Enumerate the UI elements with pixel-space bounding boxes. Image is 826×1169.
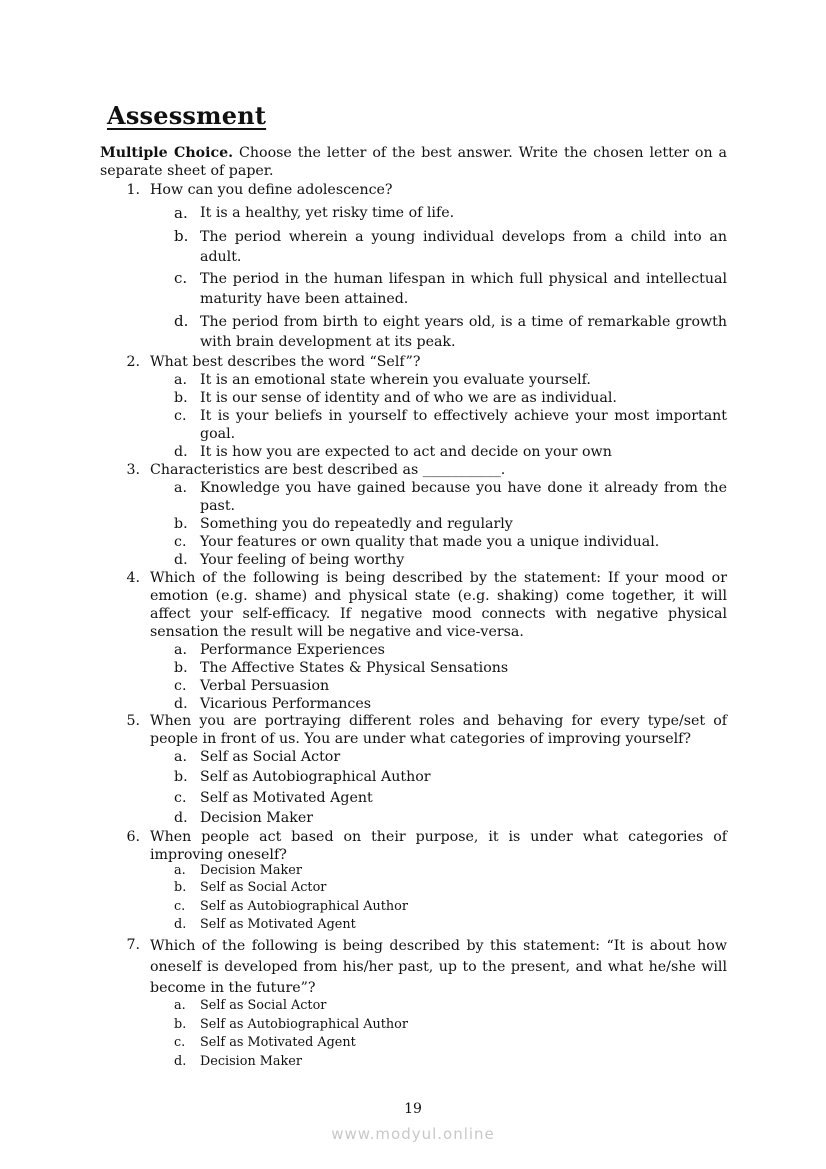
- option-text: It is an emotional state wherein you evaluate yourself.: [200, 372, 591, 388]
- question-number: 7.: [126, 937, 140, 953]
- question-text: Characteristics are best described as ___________.: [150, 462, 506, 478]
- option-text: Decision Maker: [200, 1054, 302, 1069]
- option-letter: a.: [174, 480, 187, 496]
- option-text: The Affective States & Physical Sensations: [200, 660, 509, 676]
- option-letter: a.: [174, 998, 186, 1013]
- watermark: www.modyul.online: [331, 1125, 495, 1143]
- option-letter: c.: [174, 534, 187, 550]
- option-letter: c.: [174, 269, 188, 287]
- option-letter: c.: [174, 899, 186, 914]
- option-letter: a.: [174, 642, 187, 658]
- question-number: 3.: [126, 462, 140, 478]
- option-text: Self as Social Actor: [200, 749, 341, 765]
- option-text: Self as Autobiographical Author: [200, 1017, 408, 1032]
- option-text: Self as Motivated Agent: [200, 1035, 356, 1050]
- option-letter: b.: [174, 227, 189, 245]
- question-number: 4.: [126, 570, 140, 586]
- option-letter: b.: [174, 660, 188, 676]
- page-title: Assessment: [107, 101, 267, 130]
- option-text: Your feeling of being worthy: [200, 552, 405, 568]
- option-text: Self as Autobiographical Author: [200, 769, 431, 785]
- option-text: Verbal Persuasion: [200, 678, 330, 694]
- question-text: Which of the following is being described by this statement: “It is about how oneself is developed from his/her past, up to the present, and what he/she will become in the future”?: [150, 938, 727, 996]
- option-text: The period from birth to eight years old, is a time of remarkable growth with brain development at its peak.: [200, 314, 727, 350]
- option-letter: b.: [174, 769, 188, 785]
- option-text: Your features or own quality that made you a unique individual.: [200, 534, 660, 550]
- option-text: It is how you are expected to act and decide on your own: [200, 444, 612, 460]
- option-letter: d.: [174, 552, 188, 568]
- option-letter: b.: [174, 516, 188, 532]
- option-text: Vicarious Performances: [200, 696, 372, 712]
- option-letter: c.: [174, 790, 187, 806]
- option-letter: a.: [174, 749, 187, 765]
- option-letter: d.: [174, 917, 187, 932]
- option-letter: b.: [174, 1017, 187, 1032]
- question-number: 6.: [126, 829, 140, 845]
- option-text: Knowledge you have gained because you have done it already from the past.: [200, 480, 727, 514]
- question-number: 5.: [126, 713, 140, 729]
- option-letter: c.: [174, 678, 187, 694]
- question-text: How can you define adolescence?: [150, 182, 393, 198]
- option-letter: c.: [174, 1035, 186, 1050]
- question-text: When you are portraying different roles and behaving for every type/set of people in front of us. You are under what categories of improving yourself?: [150, 713, 727, 747]
- option-text: Self as Social Actor: [200, 998, 327, 1013]
- option-letter: c.: [174, 408, 187, 424]
- option-letter: a.: [174, 863, 186, 878]
- question-number: 2.: [126, 354, 140, 370]
- question-number: 1.: [126, 182, 140, 198]
- option-letter: d.: [174, 444, 188, 460]
- option-letter: d.: [174, 312, 189, 330]
- option-text: Self as Motivated Agent: [200, 917, 356, 932]
- option-text: Something you do repeatedly and regularly: [200, 516, 513, 532]
- option-letter: d.: [174, 1054, 187, 1069]
- page-number: 19: [404, 1101, 422, 1117]
- option-text: Decision Maker: [200, 810, 314, 826]
- option-text: It is our sense of identity and of who we are as individual.: [200, 390, 617, 406]
- option-text: It is your beliefs in yourself to effectively achieve your most important goal.: [200, 408, 727, 442]
- option-letter: b.: [174, 880, 187, 895]
- option-text: Decision Maker: [200, 863, 302, 878]
- question-text: What best describes the word “Self”?: [150, 354, 421, 370]
- instructions-lead: Multiple Choice.: [100, 145, 234, 161]
- question-text: Which of the following is being described by the statement: If your mood or emotion (e.g. shame) and physical state (e.g. shaking) come together, it will affect your self-efficacy. If negative mood connects with negative physical sensation the result will be negative and vice-versa.: [150, 570, 727, 640]
- option-text: Self as Motivated Agent: [200, 790, 373, 806]
- option-letter: d.: [174, 810, 188, 826]
- option-letter: a.: [174, 372, 187, 388]
- option-text: It is a healthy, yet risky time of life.: [200, 205, 455, 221]
- option-text: The period wherein a young individual develops from a child into an adult.: [200, 229, 727, 265]
- instructions-text: Choose the letter of the best answer. Write the chosen letter on a separate sheet of paper.: [100, 145, 727, 179]
- option-letter: a.: [174, 204, 188, 222]
- option-letter: d.: [174, 696, 188, 712]
- option-text: Performance Experiences: [200, 642, 385, 658]
- instructions: [100, 144, 727, 180]
- question-text: When people act based on their purpose, it is under what categories of improving oneself?: [150, 829, 727, 863]
- option-text: Self as Autobiographical Author: [200, 899, 408, 914]
- option-text: The period in the human lifespan in which full physical and intellectual maturity have been attained.: [200, 271, 727, 307]
- option-letter: b.: [174, 390, 188, 406]
- option-text: Self as Social Actor: [200, 880, 327, 895]
